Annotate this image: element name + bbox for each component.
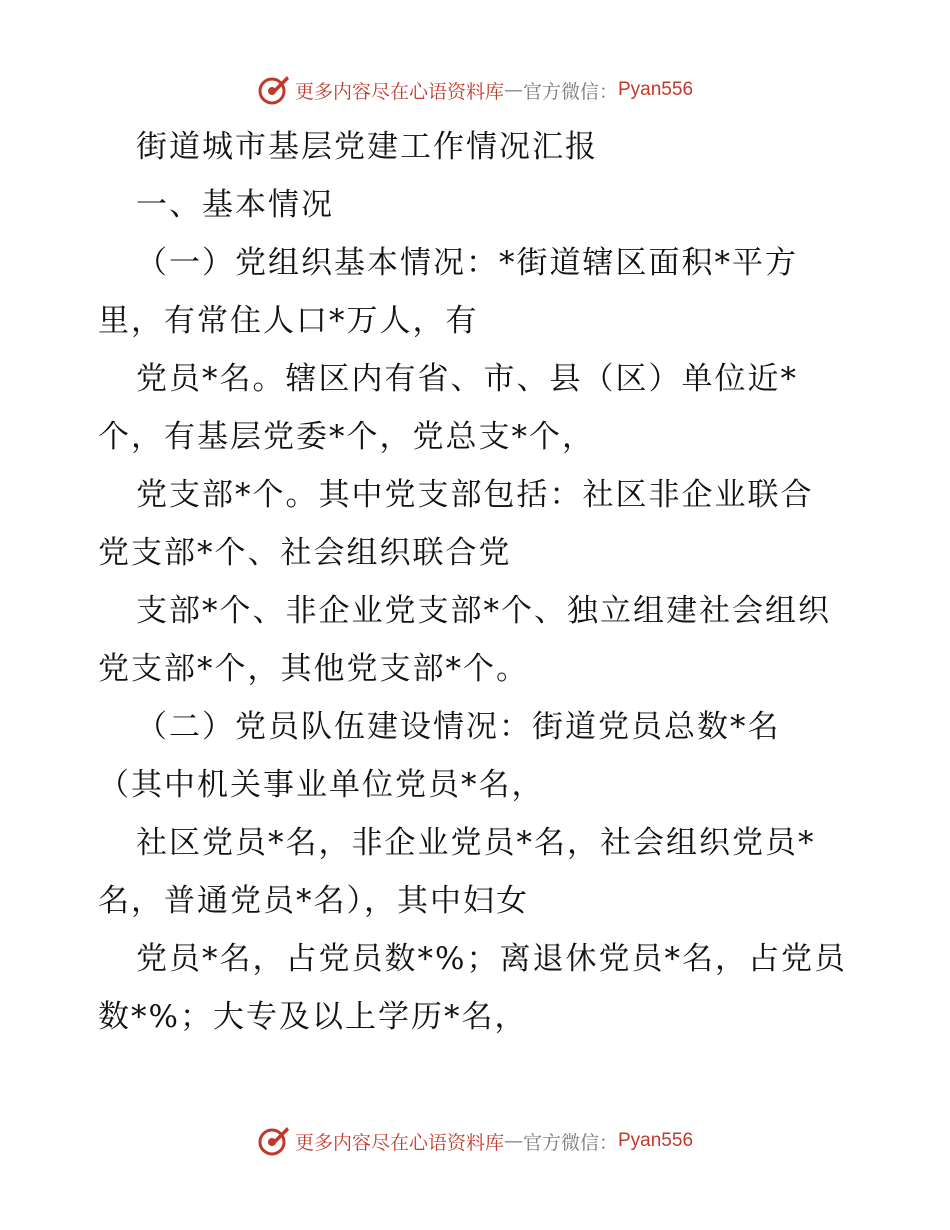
paragraph-line: （其中机关事业单位党员*名， [98, 767, 545, 803]
paragraph-line: 党支部*个。其中党支部包括：社区非企业联合 [136, 477, 814, 513]
watermark-label: 官方微信： [522, 1131, 618, 1154]
document-body [98, 118, 858, 1046]
watermark-dash: — [503, 79, 523, 101]
paragraph-line: （一）党组织基本情况：*街道辖区面积*平方 [136, 245, 798, 281]
watermark-wechat-id: Pyan556 [618, 79, 694, 100]
paragraph-line: 支部*个、非企业党支部*个、独立组建社会组织 [136, 593, 831, 629]
paragraph-line: 党支部*个，其他党支部*个。 [98, 651, 529, 687]
watermark-text: 更多内容尽在心语资料库 [294, 1131, 504, 1154]
section-heading: 一、基本情况 [136, 187, 334, 223]
paragraph-line: 里，有常住人口*万人，有 [98, 303, 479, 339]
paragraph-line: 数*%；大专及以上学历*名， [98, 999, 528, 1035]
quill-logo-icon [257, 1124, 291, 1158]
watermark-wechat-id: Pyan556 [618, 1130, 694, 1151]
watermark-label: 官方微信： [522, 80, 618, 103]
header-watermark [0, 70, 950, 110]
paragraph-line: 党支部*个、社会组织联合党 [98, 535, 512, 571]
document-title: 街道城市基层党建工作情况汇报 [136, 129, 598, 165]
footer-watermark [0, 1121, 950, 1161]
paragraph-line: 社区党员*名，非企业党员*名，社会组织党员* [136, 825, 816, 861]
quill-logo-icon [257, 73, 291, 107]
paragraph-line: 个，有基层党委*个，党总支*个， [98, 419, 595, 455]
paragraph-line: 党员*名。辖区内有省、市、县（区）单位近* [136, 361, 798, 397]
paragraph-line: （二）党员队伍建设情况：街道党员总数*名 [136, 709, 781, 745]
paragraph-line: 名，普通党员*名），其中妇女 [98, 883, 529, 919]
watermark-text: 更多内容尽在心语资料库 [294, 80, 504, 103]
paragraph-line: 党员*名，占党员数*%；离退休党员*名，占党员 [136, 941, 847, 977]
watermark-dash: — [503, 1130, 523, 1152]
